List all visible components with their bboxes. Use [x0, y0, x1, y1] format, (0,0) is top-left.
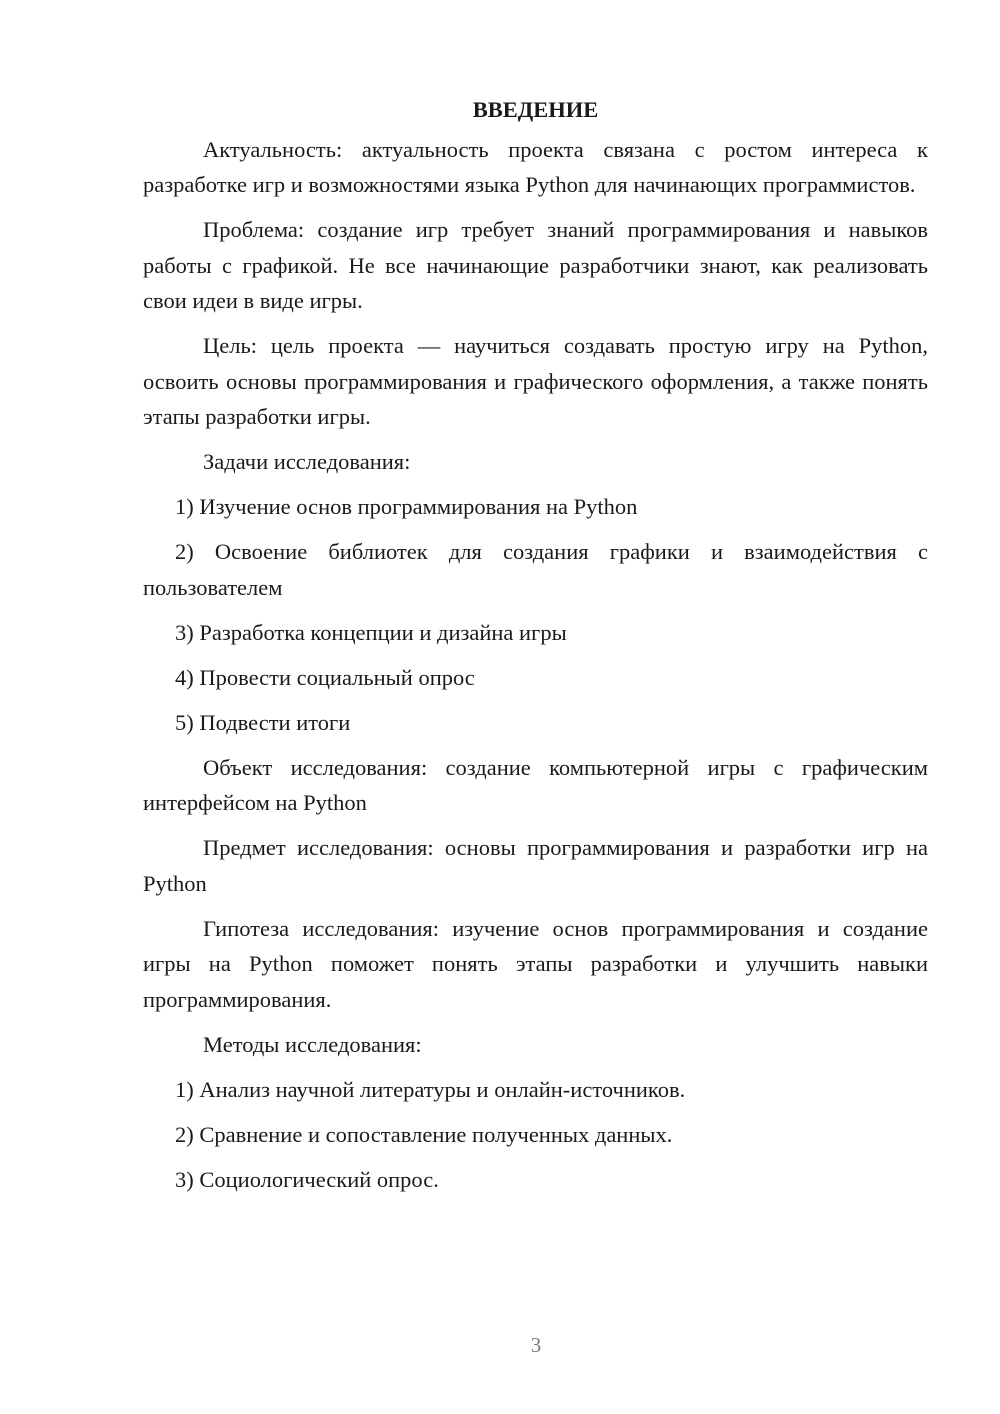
- section-title: ВВЕДЕНИЕ: [472, 97, 599, 122]
- task-item-2: 2) Освоение библиотек для создания графики и взаимодействия с пользователем: [143, 539, 928, 600]
- paragraph-object: Объект исследования: создание компьютерной игры с графическим интерфейсом на Python: [143, 754, 928, 815]
- method-item-3: 3) Социологический опрос.: [175, 1166, 439, 1192]
- document-body: [143, 92, 928, 1207]
- paragraph-goal: Цель: цель проекта — научиться создавать простую игру на Python, освоить основы программирования и графического оформления, а также понять этапы разработки игры.: [143, 333, 928, 429]
- paragraph-tasks-heading: Задачи исследования:: [203, 449, 411, 474]
- method-item-1: 1) Анализ научной литературы и онлайн-источников.: [175, 1076, 686, 1102]
- page-number: 3: [530, 1333, 542, 1357]
- paragraph-relevance: Актуальность: актуальность проекта связана с ростом интереса к разработке игр и возможностями языка Python для начинающих программистов.: [143, 136, 928, 197]
- paragraph-methods-heading: Методы исследования:: [203, 1031, 422, 1057]
- method-item-2: 2) Сравнение и сопоставление полученных данных.: [175, 1121, 673, 1147]
- task-item-1: 1) Изучение основ программирования на Python: [175, 494, 638, 519]
- paragraph-hypothesis: Гипотеза исследования: изучение основ программирования и создание игры на Python поможет понять этапы разработки и улучшить навыки программирования.: [143, 915, 928, 1012]
- task-item-4: 4) Провести социальный опрос: [175, 664, 475, 690]
- task-item-5: 5) Подвести итоги: [175, 709, 351, 735]
- paragraph-subject: Предмет исследования: основы программирования и разработки игр на Python: [143, 835, 928, 896]
- paragraph-problem: Проблема: создание игр требует знаний программирования и навыков работы с графикой. Не все начинающие разработчики знают, как реализовать свои идеи в виде игры.: [143, 217, 928, 313]
- task-item-3: 3) Разработка концепции и дизайна игры: [175, 619, 567, 645]
